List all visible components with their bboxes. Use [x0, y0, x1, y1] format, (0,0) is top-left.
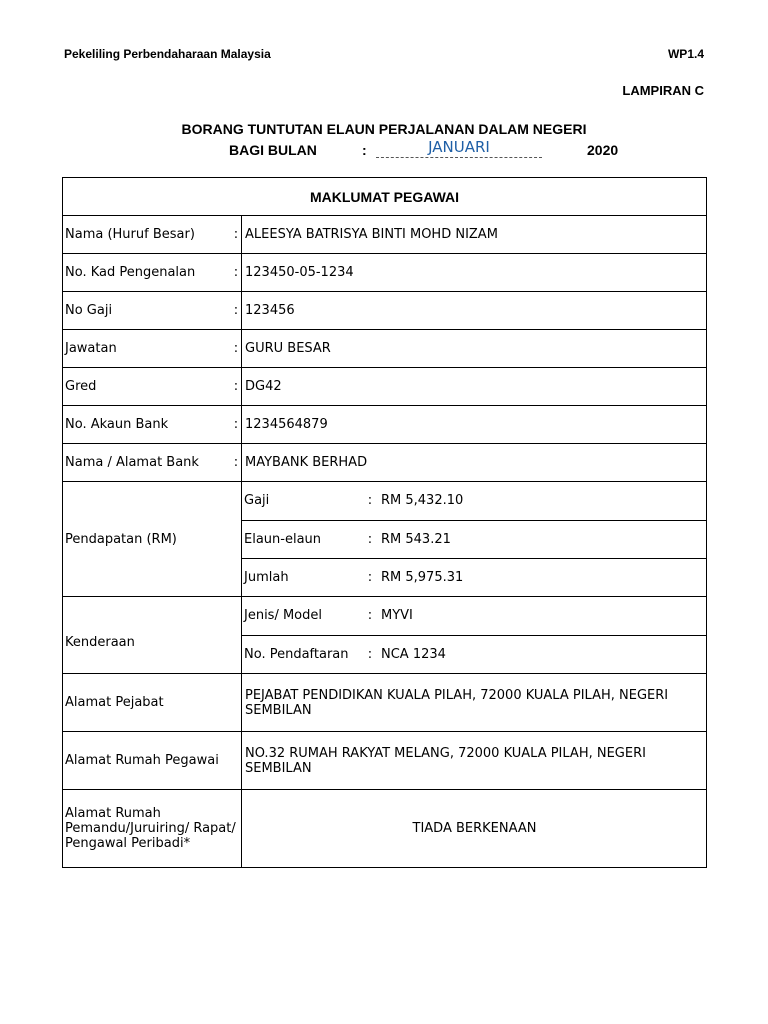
- field-jumlah[interactable]: RM 5,975.31: [379, 558, 706, 596]
- row-pejabat: [63, 674, 707, 732]
- colon: :: [361, 520, 379, 558]
- vehicle-subtable: [242, 597, 706, 673]
- label-ic: No. Kad Pengenalan: [63, 254, 231, 292]
- colon: :: [231, 216, 242, 254]
- colon: :: [361, 558, 379, 596]
- label-pejabat: Alamat Pejabat: [63, 674, 242, 732]
- section-title: MAKLUMAT PEGAWAI: [63, 178, 707, 216]
- label-elaun: Elaun-elaun: [242, 520, 361, 558]
- row-akaun: [63, 406, 707, 444]
- month-field[interactable]: JANUARI: [376, 138, 542, 158]
- row-ic: [63, 254, 707, 292]
- row-bank: [63, 444, 707, 482]
- form-title: BORANG TUNTUTAN ELAUN PERJALANAN DALAM NEGERI: [181, 121, 587, 137]
- colon: :: [231, 444, 242, 482]
- label-model: Jenis/ Model: [244, 608, 322, 624]
- month-colon: :: [362, 142, 367, 158]
- row-kenderaan: [63, 597, 707, 674]
- row-rumah: [63, 732, 707, 790]
- label-gaji: Gaji: [244, 493, 270, 509]
- row-jawatan: [63, 330, 707, 368]
- field-gaji[interactable]: RM 5,432.10: [381, 493, 464, 509]
- colon: :: [361, 635, 379, 673]
- field-gaji-no[interactable]: 123456: [242, 292, 707, 330]
- colon: :: [367, 493, 373, 509]
- year-value: 2020: [587, 142, 619, 158]
- label-gred: Gred: [63, 368, 231, 406]
- field-ic[interactable]: 123450-05-1234: [242, 254, 707, 292]
- label-rumah: Alamat Rumah Pegawai: [63, 732, 242, 790]
- colon: :: [367, 608, 373, 624]
- month-label: BAGI BULAN: [229, 142, 317, 158]
- income-subtable: [242, 482, 706, 596]
- field-daftar[interactable]: NCA 1234: [379, 635, 706, 673]
- colon: :: [231, 368, 242, 406]
- document-series: Pekeliling Perbendaharaan Malaysia: [64, 47, 271, 61]
- document-code: WP1.4: [667, 47, 704, 61]
- label-kenderaan: Kenderaan: [63, 597, 242, 674]
- appendix-label: LAMPIRAN C: [622, 83, 704, 98]
- colon: :: [231, 406, 242, 444]
- colon: :: [231, 292, 242, 330]
- label-jumlah: Jumlah: [242, 558, 361, 596]
- label-jawatan: Jawatan: [63, 330, 231, 368]
- row-nama: [63, 216, 707, 254]
- field-elaun[interactable]: RM 543.21: [379, 520, 706, 558]
- officer-info-table: [62, 177, 707, 868]
- label-bank: Nama / Alamat Bank: [63, 444, 231, 482]
- field-pemandu[interactable]: TIADA BERKENAAN: [242, 790, 707, 868]
- field-bank[interactable]: MAYBANK BERHAD: [242, 444, 707, 482]
- label-pemandu: Alamat Rumah Pemandu/Juruiring/ Rapat/ Pengawal Peribadi*: [63, 790, 242, 868]
- field-nama[interactable]: ALEESYA BATRISYA BINTI MOHD NIZAM: [242, 216, 707, 254]
- label-gaji-no: No Gaji: [63, 292, 231, 330]
- label-nama: Nama (Huruf Besar): [63, 216, 231, 254]
- label-pendapatan: Pendapatan (RM): [63, 482, 242, 597]
- colon: :: [231, 254, 242, 292]
- field-rumah[interactable]: NO.32 RUMAH RAKYAT MELANG, 72000 KUALA PILAH, NEGERI SEMBILAN: [242, 732, 707, 790]
- field-akaun[interactable]: 1234564879: [242, 406, 707, 444]
- row-gaji-no: [63, 292, 707, 330]
- field-pejabat[interactable]: PEJABAT PENDIDIKAN KUALA PILAH, 72000 KUALA PILAH, NEGERI SEMBILAN: [242, 674, 707, 732]
- row-gred: [63, 368, 707, 406]
- label-akaun: No. Akaun Bank: [63, 406, 231, 444]
- row-pendapatan: [63, 482, 707, 597]
- colon: :: [231, 330, 242, 368]
- field-model[interactable]: MYVI: [381, 608, 413, 624]
- field-jawatan[interactable]: GURU BESAR: [242, 330, 707, 368]
- label-daftar: No. Pendaftaran: [242, 635, 361, 673]
- field-gred[interactable]: DG42: [242, 368, 707, 406]
- row-pemandu: [63, 790, 707, 868]
